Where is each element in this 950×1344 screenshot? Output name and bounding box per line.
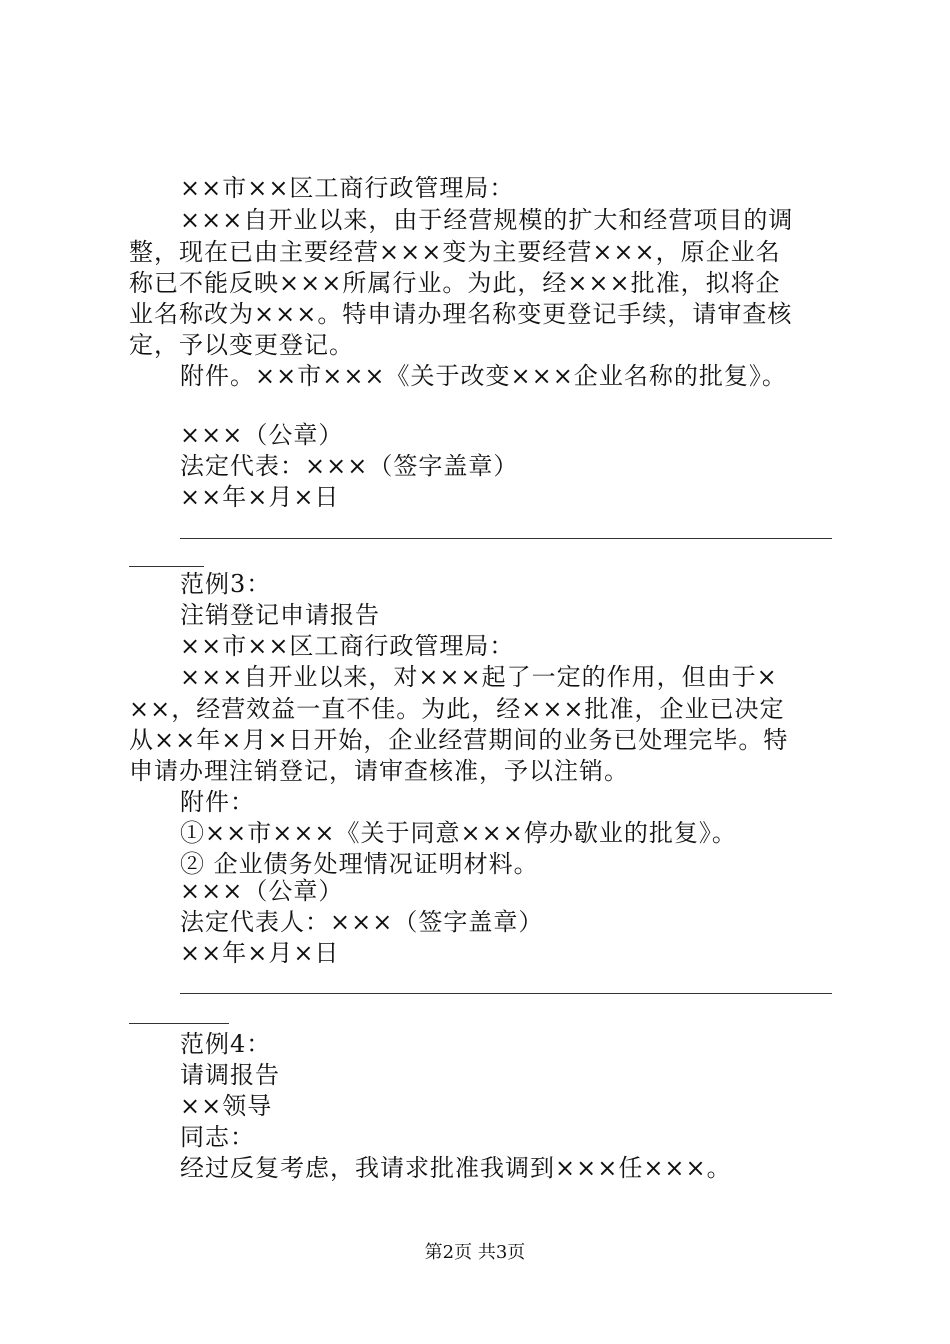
separator-line-tail bbox=[129, 1023, 229, 1024]
body-line: 称已不能反映×××所属行业。为此，经×××批准，拟将企 bbox=[129, 269, 781, 297]
body-line: ×××自开业以来，对×××起了一定的作用，但由于× bbox=[180, 663, 778, 691]
addressee: ××市××区工商行政管理局： bbox=[180, 632, 515, 660]
separator-line bbox=[180, 993, 832, 994]
attachment-label: 附件： bbox=[180, 788, 255, 816]
addressee: ××市××区工商行政管理局： bbox=[180, 174, 515, 202]
body-line: 整，现在已由主要经营×××变为主要经营×××，原企业名 bbox=[129, 238, 781, 266]
page-footer: 第2页 共3页 bbox=[424, 1242, 526, 1263]
separator-line bbox=[180, 538, 832, 539]
body-line: 业名称改为×××。特申请办理名称变更登记手续，请审查核 bbox=[129, 300, 793, 328]
body-line: 定，予以变更登记。 bbox=[129, 331, 354, 359]
salutation: 同志： bbox=[180, 1123, 255, 1151]
section-heading: 范例3： bbox=[180, 570, 272, 598]
body-line: 申请办理注销登记，请审查核准，予以注销。 bbox=[129, 757, 629, 785]
body-line: 经过反复考虑，我请求批准我调到×××任×××。 bbox=[180, 1154, 732, 1182]
attachment: 附件。××市×××《关于改变×××企业名称的批复》。 bbox=[180, 362, 787, 390]
document-title: 注销登记申请报告 bbox=[180, 601, 380, 629]
separator-line-tail bbox=[129, 566, 204, 567]
document-title: 请调报告 bbox=[180, 1061, 280, 1089]
addressee: ××领导 bbox=[180, 1092, 273, 1120]
section-heading: 范例4： bbox=[180, 1030, 272, 1058]
date: ××年×月×日 bbox=[180, 939, 340, 967]
seal: ×××（公章） bbox=[180, 421, 344, 449]
body-line: ×××自开业以来，由于经营规模的扩大和经营项目的调 bbox=[180, 206, 794, 234]
legal-representative: 法定代表：×××（签字盖章） bbox=[180, 452, 519, 480]
legal-representative: 法定代表人：×××（签字盖章） bbox=[180, 908, 544, 936]
attachment-item: ①××市×××《关于同意×××停办歇业的批复》。 bbox=[180, 819, 737, 847]
seal: ×××（公章） bbox=[180, 877, 344, 905]
date: ××年×月×日 bbox=[180, 483, 340, 511]
body-line: ××，经营效益一直不佳。为此，经×××批准，企业已决定 bbox=[129, 695, 785, 723]
body-line: 从××年×月×日开始，企业经营期间的业务已处理完毕。特 bbox=[129, 726, 789, 754]
attachment-item: ② 企业债务处理情况证明材料。 bbox=[180, 850, 539, 878]
